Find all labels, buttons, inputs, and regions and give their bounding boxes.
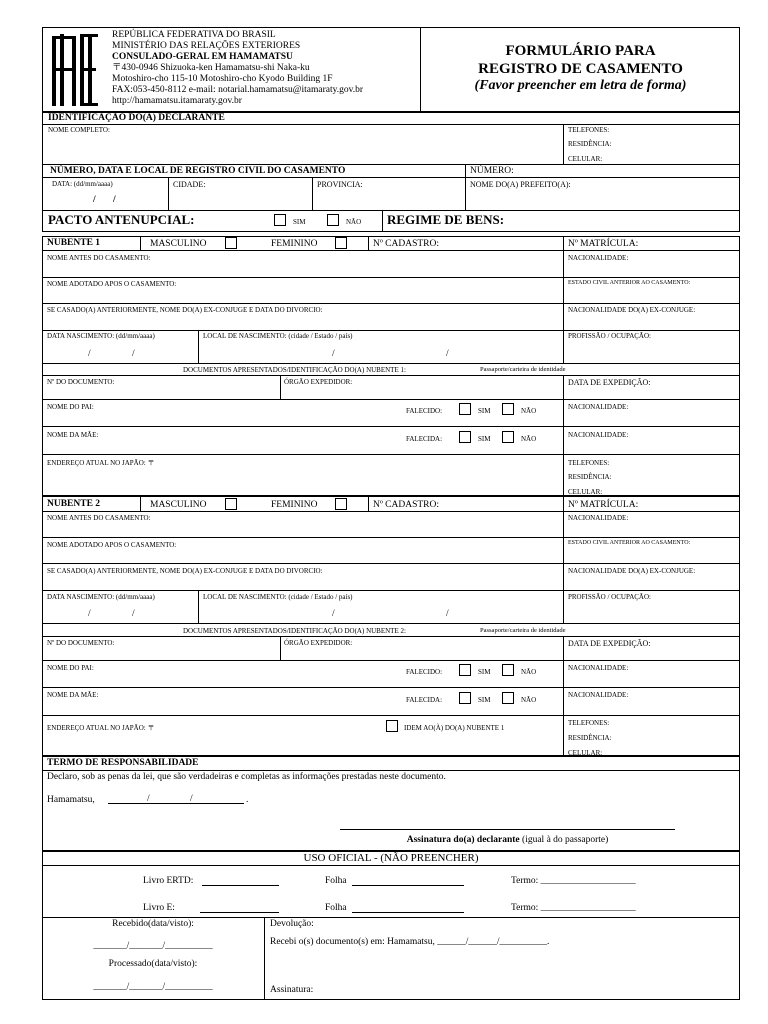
termo-date-line[interactable]	[108, 803, 244, 804]
signature-line[interactable]	[340, 829, 675, 830]
nubente2-data-nasc: DATA NASCIMENTO: (dd/mm/aaaa)	[47, 593, 155, 601]
nubente1-pai-sim-checkbox[interactable]	[459, 403, 471, 415]
nubente2-slash-4: /	[446, 609, 449, 619]
termo-period: .	[246, 795, 249, 805]
nubente1-pai: NOME DO PAI:	[47, 403, 94, 411]
nubente2-nome-adotado: NOME ADOTADO APOS O CASAMENTO:	[47, 541, 177, 549]
recebido-date: _______/_______/__________	[93, 941, 213, 951]
registro-data: DATA: (dd/mm/aaaa)	[52, 180, 113, 188]
nubente2-slash-3: /	[332, 609, 335, 619]
registro-data-slash-2: /	[113, 195, 116, 205]
nubente1-cadastro: Nº CADASTRO:	[373, 239, 440, 249]
nubente2-nome-antes: NOME ANTES DO CASAMENTO:	[47, 514, 151, 522]
nubente1-nome-adotado: NOME ADOTADO APOS O CASAMENTO:	[47, 280, 177, 288]
nubente1-fem-checkbox[interactable]	[335, 237, 347, 249]
registro-data-slash-1: /	[93, 195, 96, 205]
registro-title: NÚMERO, DATA E LOCAL DE REGISTRO CIVIL DO CASAMENTO	[50, 166, 346, 176]
section-nubente-2	[42, 496, 740, 756]
nubente1-nac-ex: NACIONALIDADE DO(A) EX-CONJUGE:	[568, 306, 696, 314]
nubente1-docs-title: DOCUMENTOS APRESENTADOS/IDENTIFICAÇÃO DO(A) NUBENTE 1:	[183, 366, 406, 374]
nubente2-matricula: Nº MATRÍCULA:	[568, 500, 639, 510]
nubente2-mae-sim: SIM	[478, 696, 491, 704]
nubente2-fem: FEMININO	[271, 500, 318, 510]
pacto-nao-label: NÃO	[346, 218, 362, 226]
registro-numero: NÚMERO:	[470, 166, 514, 176]
nubente1-falecido: FALECIDO:	[406, 407, 443, 415]
nubente2-orgao: ÓRGÃO EXPEDIDOR:	[284, 639, 353, 647]
nubente1-mae-sim: SIM	[478, 435, 491, 443]
nubente1-estado-civil: ESTADO CIVIL ANTERIOR AO CASAMENTO:	[568, 280, 691, 286]
livro-ertd-label: Livro ERTD:	[143, 876, 194, 886]
nubente1-mae-sim-checkbox[interactable]	[459, 431, 471, 443]
header-line-6: FAX:053-450-8112 e-mail: notarial.hamamatsu@itamaraty.gov.br	[112, 85, 364, 95]
nubente1-slash-1: /	[88, 349, 91, 359]
registro-cidade: CIDADE:	[173, 180, 206, 189]
nubente2-mae-nao-checkbox[interactable]	[502, 692, 514, 704]
nubente1-mae-nac: NACIONALIDADE:	[568, 431, 629, 439]
termo-text: Declaro, sob as penas da lei, que são verdadeiras e completas as informações prestadas neste documento.	[47, 772, 446, 782]
nubente1-local-nasc: LOCAL DE NASCIMENTO: (cidade / Estado / país)	[203, 332, 353, 340]
nubente2-data-exp: DATA DE EXPEDIÇÃO:	[568, 639, 651, 648]
termo-slash-1: /	[147, 794, 150, 804]
nubente1-mae-nao: NÃO	[521, 435, 537, 443]
nubente2-pai: NOME DO PAI:	[47, 664, 94, 672]
nubente1-slash-4: /	[446, 349, 449, 359]
nubente1-slash-3: /	[332, 349, 335, 359]
header-line-5: Motoshiro-cho 115-10 Motoshiro-cho Kyodo Building 1F	[112, 74, 333, 84]
declarante-celular: CELULAR:	[568, 155, 603, 163]
nubente2-mae-nao: NÃO	[521, 696, 537, 704]
nubente2-docs-sub: Passaporte/carteira de identidade	[480, 627, 566, 634]
header-line-1: REPÚBLICA FEDERATIVA DO BRASIL	[112, 30, 276, 40]
nubente1-slash-2: /	[132, 349, 135, 359]
header-line-7: http://hamamatsu.itamaraty.gov.br	[112, 96, 242, 106]
nubente1-telefones: TELEFONES:	[568, 459, 610, 467]
nubente2-nac-ex: NACIONALIDADE DO(A) EX-CONJUGE:	[568, 567, 696, 575]
nubente2-idem: IDEM AO(À) DO(A) NUBENTE 1	[404, 724, 505, 732]
nubente1-data-nasc: DATA NASCIMENTO: (dd/mm/aaaa)	[47, 332, 155, 340]
nubente1-title: NUBENTE 1	[47, 238, 101, 248]
nubente1-num-doc: Nº DO DOCUMENTO:	[47, 378, 115, 386]
registro-prefeito: NOME DO(A) PREFEITO(A):	[470, 180, 571, 189]
nubente2-celular: CELULAR:	[568, 749, 603, 757]
termo-title: TERMO DE RESPONSABILIDADE	[47, 758, 199, 768]
devolucao-label: Devolução:	[270, 919, 314, 929]
nubente2-mae-nac: NACIONALIDADE:	[568, 691, 629, 699]
nubente1-endereco: ENDEREÇO ATUAL NO JAPÃO: 〒	[47, 459, 155, 467]
nubente2-masc: MASCULINO	[150, 500, 207, 510]
nubente2-falecida: FALECIDA:	[406, 696, 443, 704]
nubente1-masc-checkbox[interactable]	[225, 237, 237, 249]
nubente1-mae-nao-checkbox[interactable]	[502, 431, 514, 443]
nubente1-pai-nao: NÃO	[521, 407, 537, 415]
registro-provincia: PROVINCIA:	[317, 180, 363, 189]
nubente2-fem-checkbox[interactable]	[335, 498, 347, 510]
declarante-telefones: TELEFONES:	[568, 126, 610, 134]
nubente2-pai-nao: NÃO	[521, 668, 537, 676]
nubente1-mae: NOME DA MÃE:	[47, 431, 99, 439]
nubente1-data-exp: DATA DE EXPEDIÇÃO:	[568, 378, 651, 387]
nubente1-masc: MASCULINO	[150, 239, 207, 249]
nubente2-local-nasc: LOCAL DE NASCIMENTO: (cidade / Estado / país)	[203, 593, 353, 601]
nubente2-masc-checkbox[interactable]	[225, 498, 237, 510]
header-line-4: 〒430-0946 Shizuoka-ken Hamamatsu-shi Naka-ku	[112, 63, 310, 73]
nubente2-residencia: RESIDÊNCIA:	[568, 734, 612, 742]
nubente2-estado-civil: ESTADO CIVIL ANTERIOR AO CASAMENTO:	[568, 540, 691, 546]
consulate-logo-icon	[50, 32, 100, 108]
nubente1-celular: CELULAR:	[568, 488, 603, 496]
nubente2-docs-title: DOCUMENTOS APRESENTADOS/IDENTIFICAÇÃO DO(A) NUBENTE 2:	[183, 627, 406, 635]
declarante-residencia: RESIDÊNCIA:	[568, 140, 612, 148]
termo-label-2: Termo: ____________________	[511, 903, 636, 913]
nubente2-idem-checkbox[interactable]	[386, 720, 398, 732]
oficial-title: USO OFICIAL - (NÃO PREENCHER)	[303, 852, 479, 864]
nubente2-slash-1: /	[88, 609, 91, 619]
nubente1-nome-antes: NOME ANTES DO CASAMENTO:	[47, 254, 151, 262]
termo-slash-2: /	[190, 794, 193, 804]
nubente1-falecida: FALECIDA:	[406, 435, 443, 443]
nubente1-pai-nao-checkbox[interactable]	[502, 403, 514, 415]
nubente1-ex-conjuge: SE CASADO(A) ANTERIORMENTE, NOME DO(A) EX-CONJUGE E DATA DO DIVORCIO:	[47, 306, 323, 314]
nubente2-pai-nao-checkbox[interactable]	[502, 664, 514, 676]
nubente2-endereco: ENDEREÇO ATUAL NO JAPÃO: 〒	[47, 724, 155, 732]
nubente2-mae-sim-checkbox[interactable]	[459, 692, 471, 704]
termo-label-1: Termo: ____________________	[511, 876, 636, 886]
nubente2-telefones: TELEFONES:	[568, 719, 610, 727]
nubente2-mae: NOME DA MÃE:	[47, 691, 99, 699]
nubente2-pai-nac: NACIONALIDADE:	[568, 664, 629, 672]
declarante-nome-label: NOME COMPLETO:	[48, 126, 110, 134]
nubente2-nacionalidade: NACIONALIDADE:	[568, 514, 629, 522]
nubente1-matricula: Nº MATRÍCULA:	[568, 239, 639, 249]
nubente1-pai-sim: SIM	[478, 407, 491, 415]
nubente1-pai-nac: NACIONALIDADE:	[568, 403, 629, 411]
nubente2-num-doc: Nº DO DOCUMENTO:	[47, 639, 115, 647]
nubente1-residencia: RESIDÊNCIA:	[568, 473, 612, 481]
processado-label: Processado(data/visto):	[108, 959, 198, 969]
termo-place: Hamamatsu,	[47, 795, 95, 805]
nubente1-fem: FEMININO	[271, 239, 318, 249]
header-line-2: MINISTÉRIO DAS RELAÇÕES EXTERIORES	[112, 41, 301, 51]
nubente2-cadastro: Nº CADASTRO:	[373, 500, 440, 510]
nubente2-ex-conjuge: SE CASADO(A) ANTERIORMENTE, NOME DO(A) EX-CONJUGE E DATA DO DIVORCIO:	[47, 567, 323, 575]
recebi-text: Recebi o(s) documento(s) em: Hamamatsu, ______/______/__________.	[270, 937, 550, 947]
nubente1-nacionalidade: NACIONALIDADE:	[568, 254, 629, 262]
nubente2-profissao: PROFISSÃO / OCUPAÇÃO:	[568, 593, 651, 601]
signature-label: Assinatura do(a) declarante (igual à do passaporte)	[406, 835, 609, 845]
nubente2-falecido: FALECIDO:	[406, 668, 443, 676]
nubente1-docs-sub: Passaporte/carteira de identidade	[480, 366, 566, 373]
declarante-title: IDENTIFICAÇÃO DO(A) DECLARANTE	[48, 113, 225, 123]
assinatura-label: Assinatura:	[270, 985, 314, 995]
livro-e-label: Livro E:	[143, 903, 175, 913]
pacto-nao-checkbox[interactable]	[327, 214, 339, 226]
form-title-1: FORMULÁRIO PARA	[505, 43, 656, 59]
nubente1-orgao: ÓRGÃO EXPEDIDOR:	[284, 378, 353, 386]
pacto-label: PACTO ANTENUPCIAL:	[48, 212, 195, 227]
nubente2-pai-sim-checkbox[interactable]	[459, 664, 471, 676]
form-title-3: (Favor preencher em letra de forma)	[474, 78, 687, 93]
folha-label-1: Folha	[325, 876, 347, 886]
pacto-sim-checkbox[interactable]	[274, 214, 286, 226]
nubente2-slash-2: /	[132, 609, 135, 619]
header-line-3: CONSULADO-GERAL EM HAMAMATSU	[112, 52, 293, 62]
processado-date: _______/_______/__________	[93, 982, 213, 992]
pacto-sim-label: SIM	[293, 218, 306, 226]
nubente2-title: NUBENTE 2	[47, 499, 101, 509]
nubente2-pai-sim: SIM	[478, 668, 491, 676]
recebido-label: Recebido(data/visto):	[112, 919, 194, 929]
folha-label-2: Folha	[325, 903, 347, 913]
nubente1-profissao: PROFISSÃO / OCUPAÇÃO:	[568, 332, 651, 340]
regime-label: REGIME DE BENS:	[387, 212, 505, 227]
form-title-2: REGISTRO DE CASAMENTO	[478, 61, 683, 77]
